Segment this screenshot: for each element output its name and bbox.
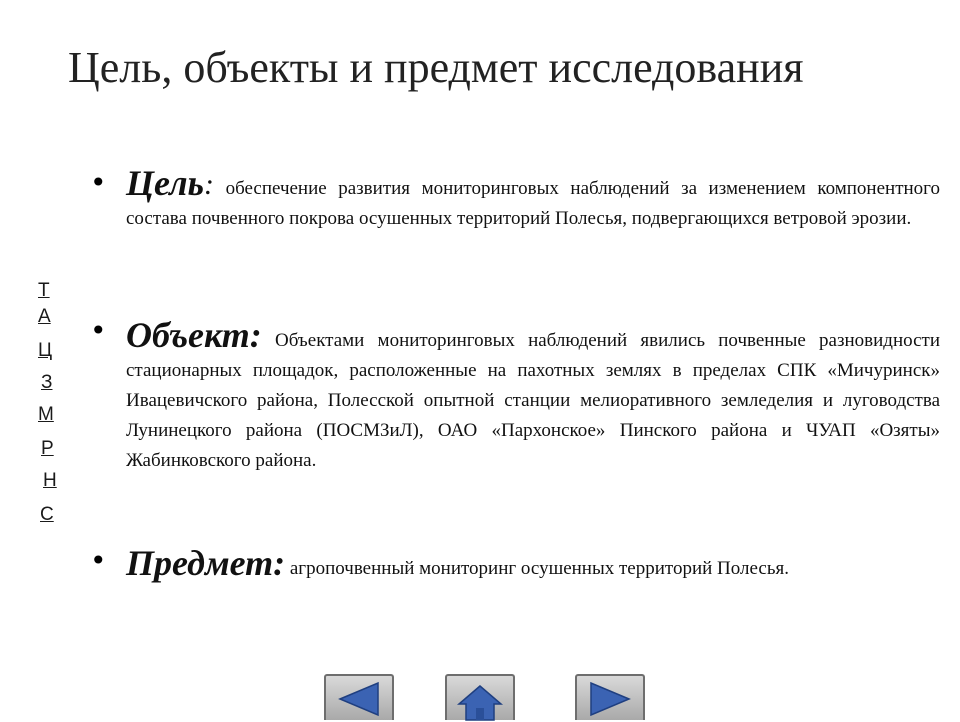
home-icon xyxy=(447,676,513,722)
next-slide-button[interactable] xyxy=(575,674,645,720)
object-label: Объект: xyxy=(126,315,262,355)
subject-label: Предмет: xyxy=(126,543,286,583)
next-arrow-icon xyxy=(577,676,643,722)
side-nav-link-m[interactable]: М xyxy=(38,404,54,425)
bullet-icon: • xyxy=(90,544,107,577)
object-text-block xyxy=(126,315,941,476)
home-button[interactable] xyxy=(445,674,515,720)
bullet-icon: • xyxy=(90,166,107,199)
bullet-icon: • xyxy=(90,314,107,347)
side-nav-link-n[interactable]: Н xyxy=(43,470,57,491)
side-nav-link-ts[interactable]: Ц xyxy=(38,340,53,361)
prev-arrow-icon xyxy=(326,676,392,722)
side-nav-link-z[interactable]: З xyxy=(41,372,53,393)
slide-navigation-bar xyxy=(0,672,960,720)
side-nav-link-a[interactable]: А xyxy=(38,306,51,327)
side-nav-link-r[interactable]: Р xyxy=(41,438,54,459)
subject-text-block xyxy=(126,543,940,584)
page-title: Цель, объекты и предмет исследования xyxy=(68,43,804,92)
prev-slide-button[interactable] xyxy=(324,674,394,720)
side-nav-link-s[interactable]: С xyxy=(40,504,54,525)
goal-text: обеспечение развития мониторинговых наблюдений за изменением компонентного состава почвенного покрова осушенных территорий Полесья, подвергающихся ветровой эрозии. xyxy=(126,178,940,229)
subject-text: агропочвенный мониторинг осушенных территорий Полесья. xyxy=(289,558,789,579)
goal-label: Цель xyxy=(126,163,205,203)
goal-text-block xyxy=(126,163,940,234)
object-text: Объектами мониторинговых наблюдений явились почвенные разновидности стационарных площадок, расположенные на пахотных землях в пределах СПК «Мичуринск» Ивацевичского района, Полесской опытной станции мелиоративного земледелия и луговодства Лунинецкого района (ПОСМЗиЛ), ОАО «Пархонское» Пинского района и ЧУАП «Озяты» Жабинковского района. xyxy=(126,330,941,471)
goal-colon: : xyxy=(204,168,215,201)
side-nav-link-t[interactable]: Т xyxy=(38,280,50,301)
